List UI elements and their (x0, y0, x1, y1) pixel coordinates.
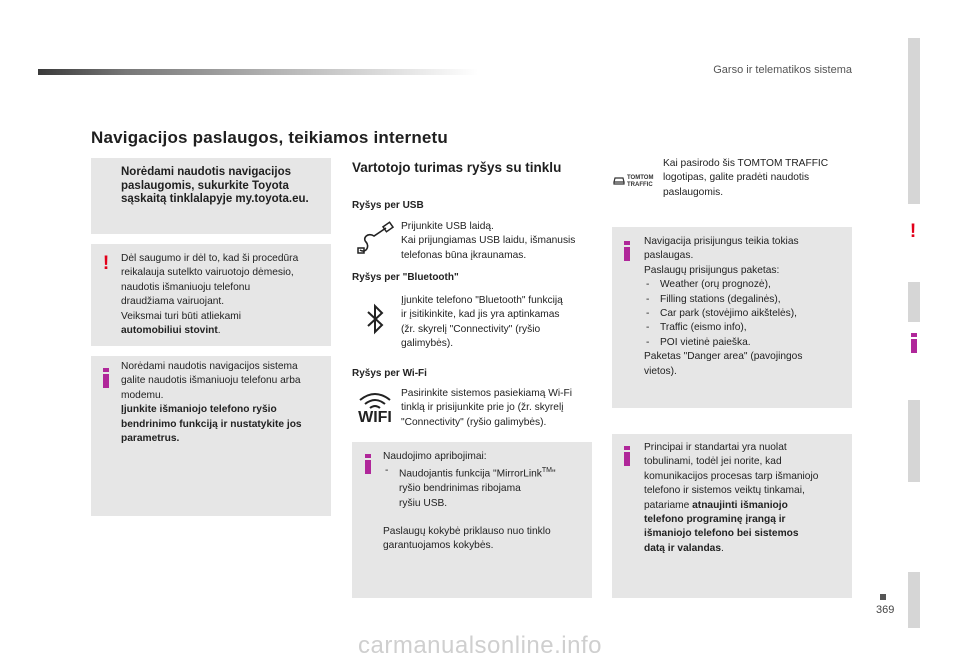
text-line: (žr. skyrelį "Connectivity" (ryšio (401, 323, 541, 335)
text-fragment: patariame (644, 499, 693, 511)
text-line: telefono programinę įrangą ir (644, 514, 786, 526)
text-fragment: Naudojantis funkcija "MirrorLink (399, 468, 542, 480)
text-fragment: " (552, 468, 556, 480)
services-list (644, 278, 849, 350)
text-line (644, 499, 849, 513)
text-line: išmaniojo telefono bei sistemos (644, 528, 799, 540)
text-line: reikalauja sutelkto vairuotojo dėmesio, (121, 267, 294, 279)
warning-text (121, 252, 326, 338)
limits-box (352, 442, 592, 598)
list-item: - Weather (orų prognozė), (644, 278, 849, 292)
text-line: Navigacija prisijungus teikia tokias (644, 236, 799, 247)
wifi-label: Ryšys per Wi-Fi (352, 368, 427, 379)
usb-text (401, 220, 596, 263)
warning-icon: ! (102, 253, 110, 274)
bold-phrase: atnaujinti išmaniojo (692, 499, 788, 511)
info-text (121, 360, 326, 446)
text-line: Prijunkite USB laidą. (401, 221, 494, 232)
text-line: Pasirinkite sistemos pasiekiamą Wi-Fi (401, 388, 572, 399)
text-line: tinklą ir prisijunkite prie jo (žr. skyrelį (401, 402, 564, 414)
text-line: modemu. (121, 389, 164, 401)
bluetooth-icon (356, 300, 394, 338)
text-line: telefonas būna įkraunamas. (401, 249, 527, 261)
wifi-icon (354, 390, 396, 432)
logo-line: TRAFFIC (627, 181, 653, 188)
sidebar-warning-tab (905, 204, 923, 282)
text-line: draudžiama vairuojant. (121, 296, 225, 308)
text-line: ryšio bendrinimas ribojama (399, 483, 521, 495)
connectivity-heading: Vartotojo turimas ryšys su tinklu (352, 160, 562, 175)
text-line: naudotis išmaniuoju telefonu (121, 281, 251, 293)
intro-box (91, 158, 331, 234)
text-line: parametrus. (121, 433, 180, 445)
list-item: - Filling stations (degalinės), (644, 293, 849, 307)
text-line: telefono ir sistemos veiktų tinkamai, (644, 485, 805, 497)
text-line: "Connectivity" (ryšio galimybės). (401, 416, 547, 428)
intro-text: Norėdami naudotis navigacijos paslaugomis, sukurkite Toyota sąskaitą tinklalapyje my.toyota.eu. (121, 166, 309, 205)
trademark: TM (541, 467, 553, 475)
section-title: Garso ir telematikos sistema (713, 64, 852, 76)
usb-cable-icon (356, 220, 394, 258)
text-line: Principai ir standartai yra nuolat (644, 442, 787, 453)
list-item: - Car park (stovėjimo aikštelės), (644, 307, 849, 321)
info-icon (624, 241, 630, 261)
services-text (644, 235, 849, 379)
watermark: carmanualsonline.info (358, 632, 602, 659)
text-line: Paslaugų prisijungus paketas: (644, 264, 780, 276)
text-line: Veiksmai turi būti atliekami (121, 310, 242, 322)
limits-list (383, 464, 588, 511)
list-item: - Traffic (eismo info), (644, 321, 849, 335)
text-line: Kai pasirodo šis TOMTOM TRAFFIC (663, 158, 829, 169)
page-title: Navigacijos paslaugos, teikiamos internetu (91, 128, 449, 147)
text-line: komunikacijos procesas tarp išmaniojo (644, 470, 819, 482)
text-line: Dėl saugumo ir dėl to, kad ši procedūra (121, 253, 299, 264)
info-icon (624, 446, 630, 466)
text-line: galimybės). (401, 338, 454, 350)
text-line: paslaugomis. (663, 186, 724, 198)
page-marker (880, 594, 886, 600)
text-line: Įjunkite telefono "Bluetooth" funkciją (401, 295, 563, 306)
wifi-text (401, 387, 596, 430)
bold-phrase: datą ir valandas (644, 542, 722, 554)
text-line: Paketas "Danger area" (pavojingos (644, 351, 803, 363)
text-line: tobulinami, todėl jei norite, kad (644, 456, 782, 468)
punctuation: . (217, 325, 221, 337)
text-line: ir įsitikinkite, kad jis yra aptinkamas (401, 309, 560, 321)
text-line (121, 324, 326, 338)
text-line: Norėdami naudotis navigacijos sistema (121, 361, 298, 372)
update-box (612, 434, 852, 598)
text-line: Įjunkite išmaniojo telefono ryšio (121, 404, 277, 416)
text-line: paslaugas. (644, 250, 694, 262)
bold-phrase: automobiliui stovint (121, 325, 218, 337)
warning-box (91, 244, 331, 346)
punctuation: . (721, 542, 724, 554)
tomtom-traffic-logo (612, 166, 654, 194)
services-box (612, 227, 852, 408)
page-number: 369 (876, 604, 895, 616)
text-line: bendrinimo funkciją ir nustatykite jos (121, 418, 302, 430)
info-icon (365, 454, 371, 474)
limits-text (383, 450, 588, 554)
text-line: logotipas, galite pradėti naudotis (663, 172, 810, 184)
text-line: garantuojamos kokybės. (383, 540, 494, 552)
info-box (91, 356, 331, 516)
bluetooth-label: Ryšys per "Bluetooth" (352, 272, 459, 283)
header-gradient-bar (38, 69, 478, 75)
text-line (644, 542, 849, 556)
text-line: Kai prijungiamas USB laidu, išmanusis (401, 235, 576, 247)
list-item: - POI vietinė paieška. (644, 336, 849, 350)
sidebar-blank-tab (905, 482, 923, 572)
logo-line: TOMTOM (627, 175, 654, 181)
text-line: ryšiu USB. (399, 497, 448, 509)
text-line: Naudojimo apribojimai: (383, 451, 487, 462)
update-text (644, 441, 849, 556)
warning-icon: ! (909, 221, 917, 242)
tomtom-logo-text (627, 175, 653, 188)
text-line: vietos). (644, 365, 677, 377)
usb-label: Ryšys per USB (352, 200, 424, 211)
text-line: Paslaugų kokybė priklauso nuo tinklo (383, 526, 551, 538)
bluetooth-text (401, 294, 596, 352)
info-icon (911, 333, 917, 353)
wifi-icon-text: WIFI (358, 409, 392, 426)
info-icon (103, 368, 109, 388)
text-line: galite naudotis išmaniuoju telefonu arba (121, 375, 301, 387)
list-item (383, 464, 588, 511)
tomtom-text (663, 157, 858, 200)
